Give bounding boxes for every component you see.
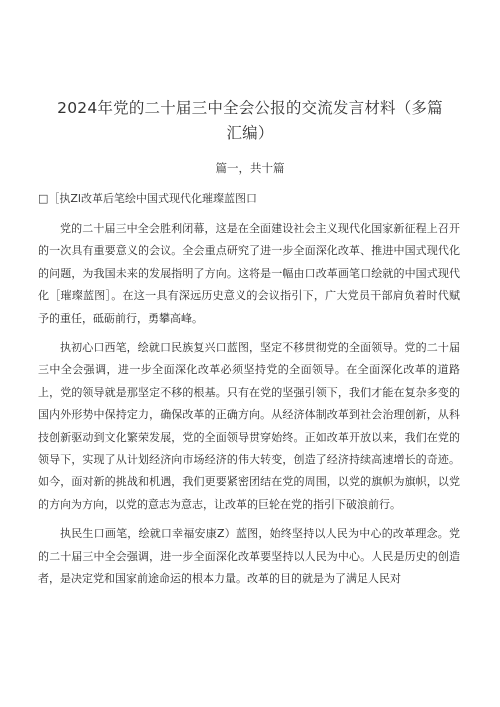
paragraph: 党的二十届三中全会胜利闭幕，这是在全面建设社会主义现代化国家新征程上召开的一次具有重要意义的会议。全会重点研究了进一步全面深化改革、推进中国式现代化的问题，为我国未来的发展指明了方向。这将是一幅由口改革画笔口绘就的中国式现代化［璀璨蓝图］。在这一具有深远历史意义的会议指引下，广大党员干部肩负着时代赋予的重任，砥砺前行，勇攀高峰。 [38, 222, 460, 325]
section-heading: 篇一，共十篇 [215, 161, 285, 175]
sub-heading: □［执Zl改革后笔绘中国式现代化璀璨蓝图口 [38, 192, 257, 205]
paragraph: 执民生口画笔，绘就口幸福安康Z）蓝图，始终坚持以人民为中心的改革理念。党的二十届三中全会强调，进一步全面深化改革要坚持以人民为中心。人民是历史的创造者，是决定党和国家前途命运的根本力量。改革的目的就是为了满足人民对 [38, 527, 460, 586]
paragraph: 执初心口西笔，绘就口民族复兴口蓝图，坚定不移贯彻党的全面领导。党的二十届三中全会强调，进一步全面深化改革必须坚持党的全面领导。在全面深化改革的道路上，党的领导就是那坚定不移的根基。只有在党的坚强引领下，我们才能在复杂多变的国内外形势中保持定力，确保改革的正确方向。从经济体制改革到社会治理创新，从科技创新驱动到文化繁荣发展，党的全面领导贯穿始终。正如改革开放以来，我们在党的领导下，实现了从计划经济向市场经济的伟大转变，创造了经济持续高速增长的奇迹。如今，面对新的挑战和机遇，我们更要紧密团结在党的周围，以党的旗帜为旗帜，以党的方向为方向，以党的意志为意志，让改革的巨轮在党的指引下破浪前行。 [38, 341, 460, 511]
body-text [38, 218, 460, 598]
document-title: 2024年党的二十届三中全会公报的交流发言材料（多篇汇编） [57, 99, 443, 142]
